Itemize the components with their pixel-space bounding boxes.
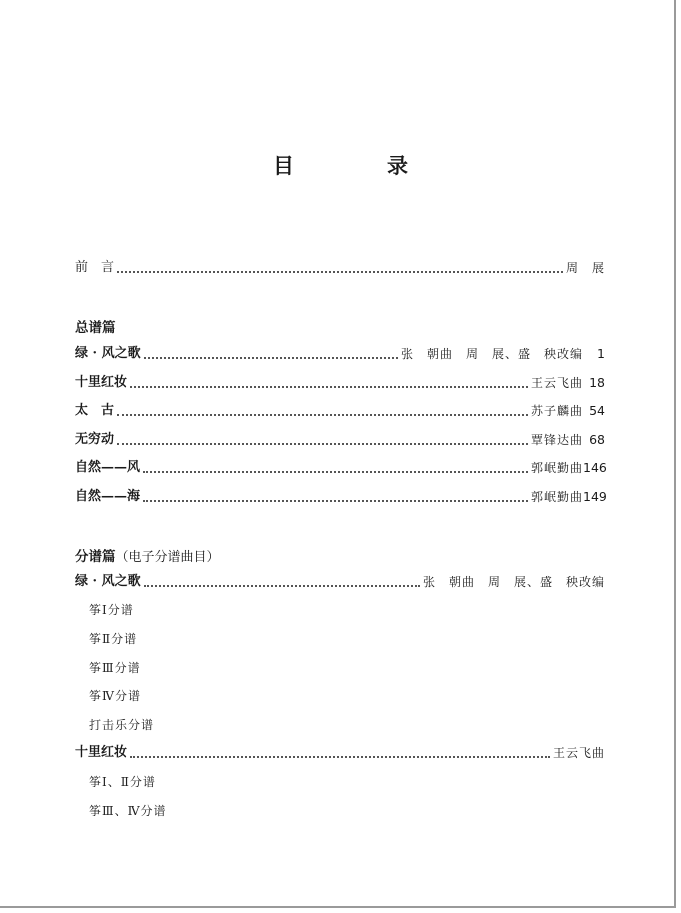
toc-entry-title: 十里红妆: [75, 375, 128, 390]
toc-subentry[interactable]: 筝Ⅳ分谱: [89, 689, 141, 703]
toc-entry-author: 张 朝曲 周 展、盛 秧改编: [400, 347, 583, 361]
toc-entry-author: 周 展: [565, 261, 605, 275]
toc-entry-title: 十里红妆: [75, 745, 128, 760]
toc-entry[interactable]: [75, 372, 605, 392]
toc-entry[interactable]: [75, 571, 605, 591]
toc-subentry[interactable]: 筝Ⅲ分谱: [89, 661, 141, 675]
dot-leader: [130, 385, 528, 388]
toc-entry-page: 146: [583, 460, 607, 475]
toc-entry-page: 18: [589, 375, 605, 390]
toc-entry-author: 覃锋达曲: [530, 433, 583, 447]
toc-entry-preface[interactable]: [75, 257, 605, 277]
dot-leader: [143, 499, 528, 502]
dot-leader: [117, 413, 528, 416]
toc-entry[interactable]: [75, 486, 605, 506]
section-heading-parts: [75, 545, 220, 565]
toc-entry[interactable]: [75, 742, 605, 762]
toc-subentry[interactable]: 筝Ⅰ、Ⅱ分谱: [89, 775, 156, 789]
toc-entry-page: 68: [589, 432, 605, 447]
toc-entry-author: 苏子麟曲: [530, 404, 583, 418]
toc-entry-author: 王云飞曲: [530, 376, 583, 390]
section-heading-text: 总谱篇: [75, 320, 116, 336]
toc-entry-title: 无穷动: [75, 432, 115, 447]
toc-subentry[interactable]: 打击乐分谱: [89, 718, 155, 732]
toc-entry-title: 太 古: [75, 403, 115, 418]
toc-entry-title: 前 言: [75, 260, 115, 275]
toc-entry-page: 149: [583, 489, 607, 504]
dot-leader: [144, 356, 398, 359]
toc-entry[interactable]: [75, 343, 605, 363]
toc-entry-author: 郭岷勤曲: [530, 461, 583, 475]
section-heading-full-score: [75, 316, 116, 336]
toc-entry-page: 1: [597, 346, 605, 361]
toc-entry-title: 绿 · 风之歌: [75, 574, 141, 589]
toc-entry-author: 郭岷勤曲: [530, 490, 583, 504]
toc-entry-author: 张 朝曲 周 展、盛 秧改编: [422, 575, 605, 589]
toc-entry-title: 自然——风: [75, 460, 141, 475]
toc-entry-page: 54: [589, 403, 605, 418]
toc-entry[interactable]: [75, 457, 605, 477]
toc-entry[interactable]: [75, 400, 605, 420]
dot-leader: [144, 584, 420, 587]
toc-subentry[interactable]: 筝Ⅱ分谱: [89, 632, 138, 646]
section-heading-text: 分谱篇: [75, 549, 116, 565]
toc-entry-author: 王云飞曲: [552, 746, 605, 760]
toc-entry-title: 绿 · 风之歌: [75, 346, 141, 361]
toc-subentry[interactable]: 筝Ⅰ分谱: [89, 603, 134, 617]
section-heading-note: （电子分谱曲目）: [115, 550, 220, 565]
dot-leader: [143, 470, 528, 473]
dot-leader: [130, 755, 550, 758]
page-title: 目 录: [273, 154, 444, 178]
dot-leader: [117, 442, 528, 445]
toc-subentry[interactable]: 筝Ⅲ、Ⅳ分谱: [89, 804, 167, 818]
toc-entry-title: 自然——海: [75, 489, 141, 504]
toc-entry[interactable]: [75, 429, 605, 449]
dot-leader: [117, 270, 563, 273]
